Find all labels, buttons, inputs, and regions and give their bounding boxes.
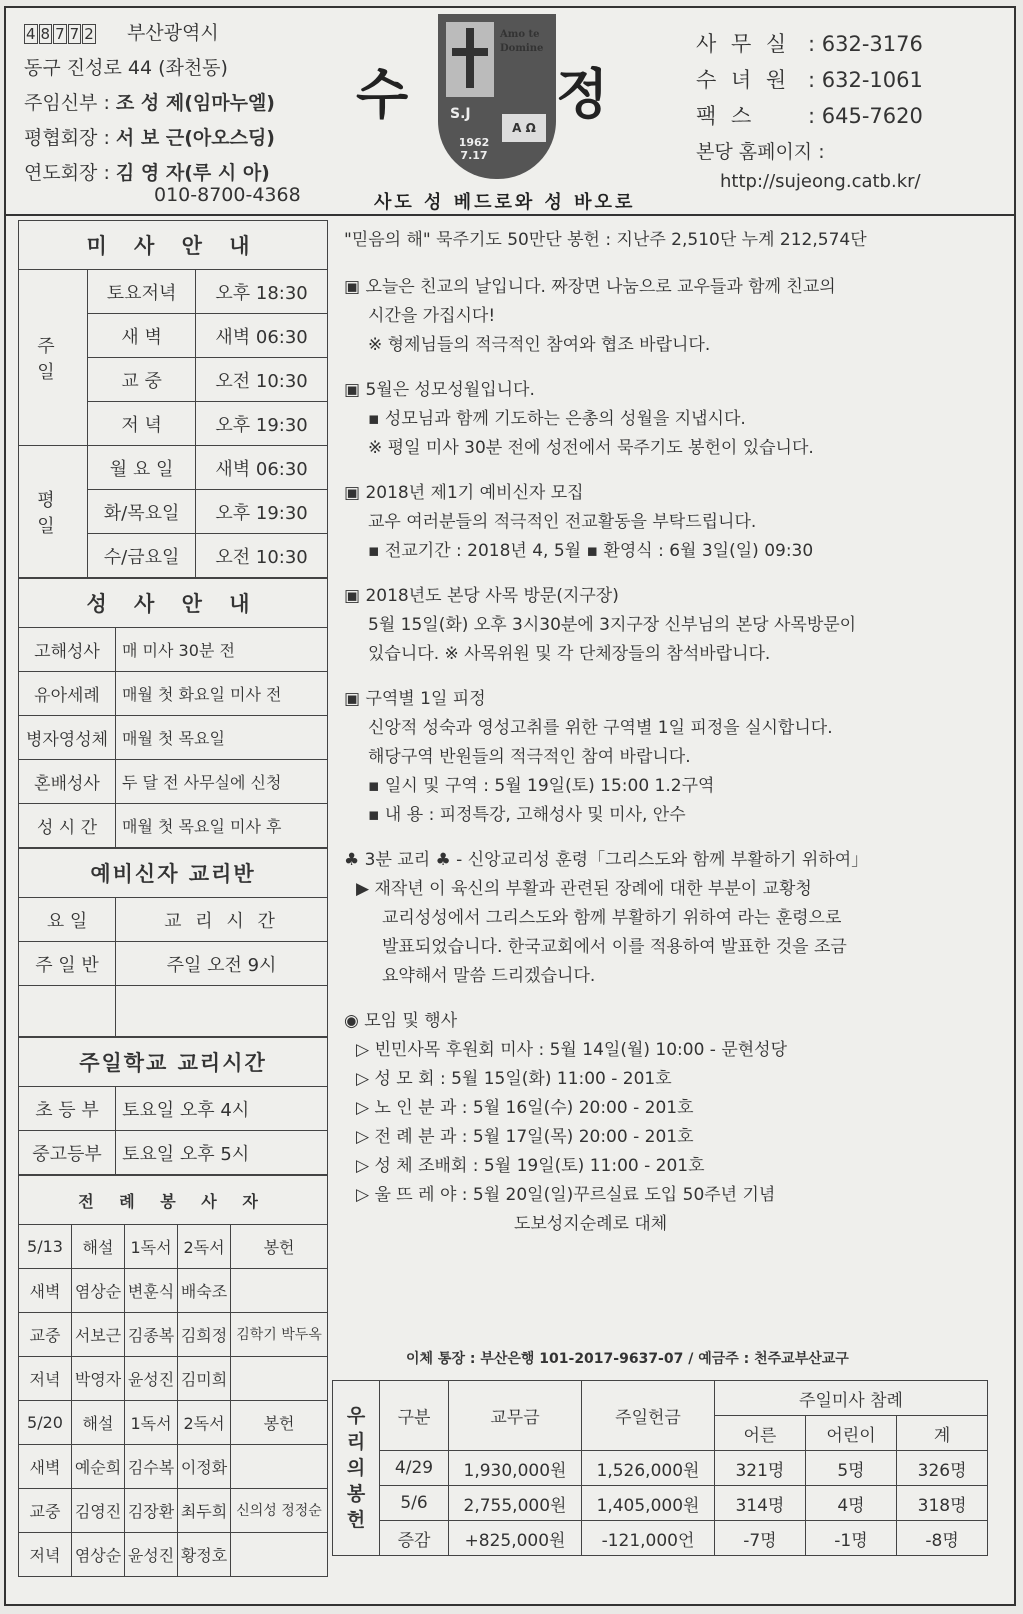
column-header: 주일헌금 [582, 1381, 715, 1451]
notice-line: 해당구역 반원들의 적극적인 참여 바랍니다. [368, 747, 691, 767]
adult-count: 314명 [715, 1486, 806, 1521]
dues-value: +825,000원 [449, 1521, 582, 1556]
mass-day: 토요저녁 [88, 270, 196, 314]
staff-name: 서 보 근(아오스딩) [115, 127, 275, 149]
role-header: 1독서 [125, 1401, 178, 1445]
sacrament-info: 매월 첫 목요일 [116, 716, 328, 760]
empty-cell [116, 986, 328, 1037]
server-name: 최두희 [178, 1489, 231, 1533]
mass-group-label: 평 일 [19, 446, 88, 578]
left-column [18, 220, 328, 1577]
section-title: 예비신자 교리반 [19, 849, 328, 898]
section-title: 성 사 안 내 [19, 579, 328, 628]
sacrament-name: 혼배성사 [19, 760, 116, 804]
collection-value: -121,000언 [582, 1521, 715, 1556]
mass-label: 교중 [19, 1313, 72, 1357]
notice-retreat [344, 685, 984, 830]
server-name: 김학기 박두옥 [231, 1313, 328, 1357]
row-label: 4/29 [380, 1451, 449, 1486]
school-group: 초 등 부 [19, 1087, 116, 1131]
notice-line: ※ 평일 미사 30분 전에 성전에서 묵주기도 봉헌이 있습니다. [368, 438, 814, 458]
notice-line: ▪ 일시 및 구역 : 5월 19일(토) 15:00 1.2구역 [368, 776, 715, 796]
crest-icon [438, 14, 556, 179]
mass-time: 새벽 06:30 [196, 314, 328, 358]
server-name: 예순희 [72, 1445, 125, 1489]
crest-sj: S.J [450, 106, 471, 122]
collection-value: 1,526,000원 [582, 1451, 715, 1486]
zip-digit: 4 [26, 25, 36, 43]
zip-digit: 7 [69, 25, 80, 43]
contact-value: : 632-3176 [808, 32, 923, 56]
column-header: 요 일 [19, 898, 116, 942]
notice-catechism [344, 846, 984, 991]
server-name: 이정화 [178, 1445, 231, 1489]
homepage-label: 본당 홈페이지 : [696, 141, 825, 163]
collection-value: 1,405,000원 [582, 1486, 715, 1521]
bank-account: 이체 통장 : 부산은행 101-2017-9637-07 / 예금주 : 천주교부산교구 [406, 1351, 849, 1367]
notice-line: 요약해서 말씀 드리겠습니다. [382, 966, 596, 986]
crest-motto: Amo te Domine [500, 29, 544, 54]
staff-label: 평협회장 [24, 127, 98, 149]
notice-line: 발표되었습니다. 한국교회에서 이를 적용하여 발표한 것을 조금 [382, 937, 847, 957]
offering-title-text: 우리의 봉헌 [346, 1405, 366, 1531]
child-count: 4명 [805, 1486, 896, 1521]
notice-line: ▪ 내 용 : 피정특강, 고해성사 및 미사, 안수 [368, 805, 686, 825]
server-name: 윤성진 [125, 1533, 178, 1577]
notice-title: ▣ 2018년도 본당 사목 방문(지구장) [344, 586, 619, 606]
school-time: 토요일 오후 4시 [116, 1087, 328, 1131]
event-item: ▷ 전 례 분 과 : 5월 17일(목) 20:00 - 201호 [356, 1127, 694, 1147]
week-date: 5/13 [19, 1225, 72, 1269]
sacrament-name: 병자영성체 [19, 716, 116, 760]
child-count: -1명 [805, 1521, 896, 1556]
header [6, 8, 1014, 216]
sacrament-info: 매월 첫 목요일 미사 후 [116, 804, 328, 848]
mass-label: 저녁 [19, 1533, 72, 1577]
server-name [231, 1533, 328, 1577]
sacrament-table [18, 578, 328, 848]
header-contacts [696, 26, 923, 194]
contact-value: : 632-1061 [808, 68, 923, 92]
notice-title: ▣ 5월은 성모성월입니다. [344, 380, 535, 400]
crest-year: 1962 7.17 [458, 136, 490, 162]
server-name [231, 1269, 328, 1313]
bulletin-page [4, 6, 1016, 1606]
section-title: 미 사 안 내 [19, 221, 328, 270]
mass-day: 저 녁 [88, 402, 196, 446]
column-header: 구분 [380, 1381, 449, 1451]
mass-label: 교중 [19, 1489, 72, 1533]
server-name: 박영자 [72, 1357, 125, 1401]
section-title: 전 례 봉 사 자 [19, 1176, 328, 1225]
sunday-school-table [18, 1037, 328, 1175]
adult-count: -7명 [715, 1521, 806, 1556]
zip-digit: 8 [40, 25, 51, 43]
server-name: 김희정 [178, 1313, 231, 1357]
staff-name: 김 영 자(루 시 아) [115, 162, 270, 184]
notice-pastoral-visit [344, 582, 984, 669]
notice-fellowship [344, 273, 984, 360]
address: 동구 진성로 44 (좌천동) [24, 57, 228, 79]
notice-line: ▪ 전교기간 : 2018년 4, 5월 ▪ 환영식 : 6월 3일(일) 09:30 [368, 541, 814, 561]
notice-line: 교리성성에서 그리스도와 함께 부활하기 위하여 라는 훈령으로 [382, 908, 842, 928]
offering-table [332, 1380, 988, 1556]
dues-value: 1,930,000원 [449, 1451, 582, 1486]
notice-title: ▣ 오늘은 친교의 날입니다. 짜장면 나눔으로 교우들과 함께 친교의 [344, 277, 836, 297]
column-header: 어린이 [805, 1416, 896, 1451]
notice-catechumen-recruit [344, 479, 984, 566]
rosary-count: "믿음의 해" 묵주기도 50만단 봉헌 : 지난주 2,510단 누계 212,574단 [344, 230, 867, 250]
staff-label: 주임신부 [24, 92, 98, 114]
role-header: 해설 [72, 1225, 125, 1269]
crest-alpha-omega: A Ω [502, 114, 546, 142]
child-count: 5명 [805, 1451, 896, 1486]
row-label: 5/6 [380, 1486, 449, 1521]
week-date: 5/20 [19, 1401, 72, 1445]
server-name: 김미희 [178, 1357, 231, 1401]
event-item: ▷ 울 뜨 레 야 : 5월 20일(일)꾸르실료 도입 50주년 기념 [356, 1185, 776, 1205]
event-item: ▷ 빈민사목 후원회 미사 : 5월 14일(월) 10:00 - 문현성당 [356, 1040, 788, 1060]
column-header: 교무금 [449, 1381, 582, 1451]
staff-label: 연도회장 [24, 162, 98, 184]
notice-title: ◉ 모임 및 행사 [344, 1011, 458, 1031]
server-name: 윤성진 [125, 1357, 178, 1401]
homepage-link[interactable]: http://sujeong.catb.kr/ [720, 171, 921, 192]
zip-digit: 2 [84, 25, 94, 43]
contact-label: 수 녀 원 [696, 68, 791, 92]
server-name: 김장환 [125, 1489, 178, 1533]
column-header: 주일미사 참례 [715, 1381, 988, 1416]
mass-day: 월 요 일 [88, 446, 196, 490]
server-name [231, 1445, 328, 1489]
sacrament-info: 두 달 전 사무실에 신청 [116, 760, 328, 804]
logo-text-right: 정 [556, 62, 609, 126]
row-label: 증감 [380, 1521, 449, 1556]
mass-time: 오후 19:30 [196, 402, 328, 446]
sacrament-name: 성 시 간 [19, 804, 116, 848]
contact-label: 팩 스 [696, 104, 756, 128]
role-header: 봉헌 [231, 1401, 328, 1445]
offering-section [332, 1380, 988, 1556]
role-header: 2독서 [178, 1225, 231, 1269]
server-name: 서보근 [72, 1313, 125, 1357]
server-name: 신의성 정정순 [231, 1489, 328, 1533]
server-name: 배숙조 [178, 1269, 231, 1313]
mass-time: 새벽 06:30 [196, 446, 328, 490]
notice-title: ♣ 3분 교리 ♣ - 신앙교리성 훈령「그리스도와 함께 부활하기 위하여」 [344, 850, 869, 870]
adult-count: 321명 [715, 1451, 806, 1486]
logo-text-left: 수 [356, 62, 409, 126]
event-item: ▷ 성 체 조배회 : 5월 19일(토) 11:00 - 201호 [356, 1156, 705, 1176]
mass-time: 오후 18:30 [196, 270, 328, 314]
total-count: -8명 [897, 1521, 988, 1556]
header-left: 4 8 7 7 2 부산광역시 동구 진성로 44 (좌천동) 주임신부 : 조 성 제(임마누엘) 평협회장 : 서 보 근(아오스딩) 연도회장 : 김 영 자(루 시 아) 010-8700-4368 [24, 22, 301, 206]
parish-logo [356, 12, 656, 212]
school-time: 토요일 오후 5시 [116, 1131, 328, 1175]
sacrament-info: 매월 첫 화요일 미사 전 [116, 672, 328, 716]
mass-schedule-table [18, 220, 328, 578]
notice-line: 신앙적 성숙과 영성고취를 위한 구역별 1일 피정을 실시합니다. [368, 718, 833, 738]
server-name: 김수복 [125, 1445, 178, 1489]
column-header: 교 리 시 간 [116, 898, 328, 942]
dues-value: 2,755,000원 [449, 1486, 582, 1521]
server-name [231, 1357, 328, 1401]
notice-title: ▣ 구역별 1일 피정 [344, 689, 486, 709]
notice-line: ▪ 성모님과 함께 기도하는 은총의 성월을 지냅시다. [368, 409, 746, 429]
notice-marian-month [344, 376, 984, 463]
mass-label: 새벽 [19, 1445, 72, 1489]
contact-label: 사 무 실 [696, 32, 791, 56]
notice-line: 5월 15일(화) 오후 3시30분에 3지구장 신부님의 본당 사목방문이 [368, 615, 857, 635]
server-name: 김종복 [125, 1313, 178, 1357]
notices-column [344, 226, 984, 1239]
server-name: 황정호 [178, 1533, 231, 1577]
role-header: 해설 [72, 1401, 125, 1445]
catechumen-day: 주 일 반 [19, 942, 116, 986]
server-name: 염상순 [72, 1533, 125, 1577]
catechumen-table [18, 848, 328, 1037]
column-header: 어른 [715, 1416, 806, 1451]
sacrament-name: 고해성사 [19, 628, 116, 672]
offering-title [333, 1381, 380, 1556]
mass-day: 교 중 [88, 358, 196, 402]
server-name: 변훈식 [125, 1269, 178, 1313]
notice-line: ※ 형제님들의 적극적인 참여와 협조 바랍니다. [368, 335, 711, 355]
notice-line: 시간을 가집시다! [368, 306, 496, 326]
notice-title: ▣ 2018년 제1기 예비신자 모집 [344, 483, 584, 503]
role-header: 1독서 [125, 1225, 178, 1269]
sacrament-name: 유아세례 [19, 672, 116, 716]
school-group: 중고등부 [19, 1131, 116, 1175]
mass-day: 새 벽 [88, 314, 196, 358]
mass-label: 저녁 [19, 1357, 72, 1401]
mass-time: 오전 10:30 [196, 534, 328, 578]
sacrament-info: 매 미사 30분 전 [116, 628, 328, 672]
mass-time: 오후 19:30 [196, 490, 328, 534]
role-header: 봉헌 [231, 1225, 328, 1269]
server-name: 김영진 [72, 1489, 125, 1533]
mass-day: 수/금요일 [88, 534, 196, 578]
mass-group-label: 주 일 [19, 270, 88, 446]
event-item: ▷ 노 인 분 과 : 5월 16일(수) 20:00 - 201호 [356, 1098, 694, 1118]
zip-digit: 7 [55, 25, 65, 43]
event-item: ▷ 성 모 회 : 5월 15일(화) 11:00 - 201호 [356, 1069, 672, 1089]
notice-line: ▶ 재작년 이 육신의 부활과 관련된 장례에 대한 부분이 교황청 [356, 879, 812, 899]
mass-day: 화/목요일 [88, 490, 196, 534]
server-name: 염상순 [72, 1269, 125, 1313]
role-header: 2독서 [178, 1401, 231, 1445]
total-count: 326명 [897, 1451, 988, 1486]
notice-events [344, 1007, 984, 1239]
contact-value: : 645-7620 [808, 104, 923, 128]
mass-label: 새벽 [19, 1269, 72, 1313]
notice-line: 있습니다. ※ 사목위원 및 각 단체장들의 참석바랍니다. [368, 644, 771, 664]
mass-time: 오전 10:30 [196, 358, 328, 402]
event-item: 도보성지순례로 대체 [514, 1214, 668, 1234]
catechumen-time: 주일 오전 9시 [116, 942, 328, 986]
phone: 010-8700-4368 [154, 184, 301, 206]
parish-patrons: 사도 성 베드로와 성 바오로 [374, 192, 636, 213]
liturgy-servers-table [18, 1175, 328, 1577]
notice-line: 교우 여러분들의 적극적인 전교활동을 부탁드립니다. [368, 512, 757, 532]
city: 부산광역시 [126, 22, 219, 44]
empty-cell [19, 986, 116, 1037]
column-header: 계 [897, 1416, 988, 1451]
total-count: 318명 [897, 1486, 988, 1521]
section-title: 주일학교 교리시간 [19, 1038, 328, 1087]
staff-name: 조 성 제(임마누엘) [115, 92, 275, 114]
